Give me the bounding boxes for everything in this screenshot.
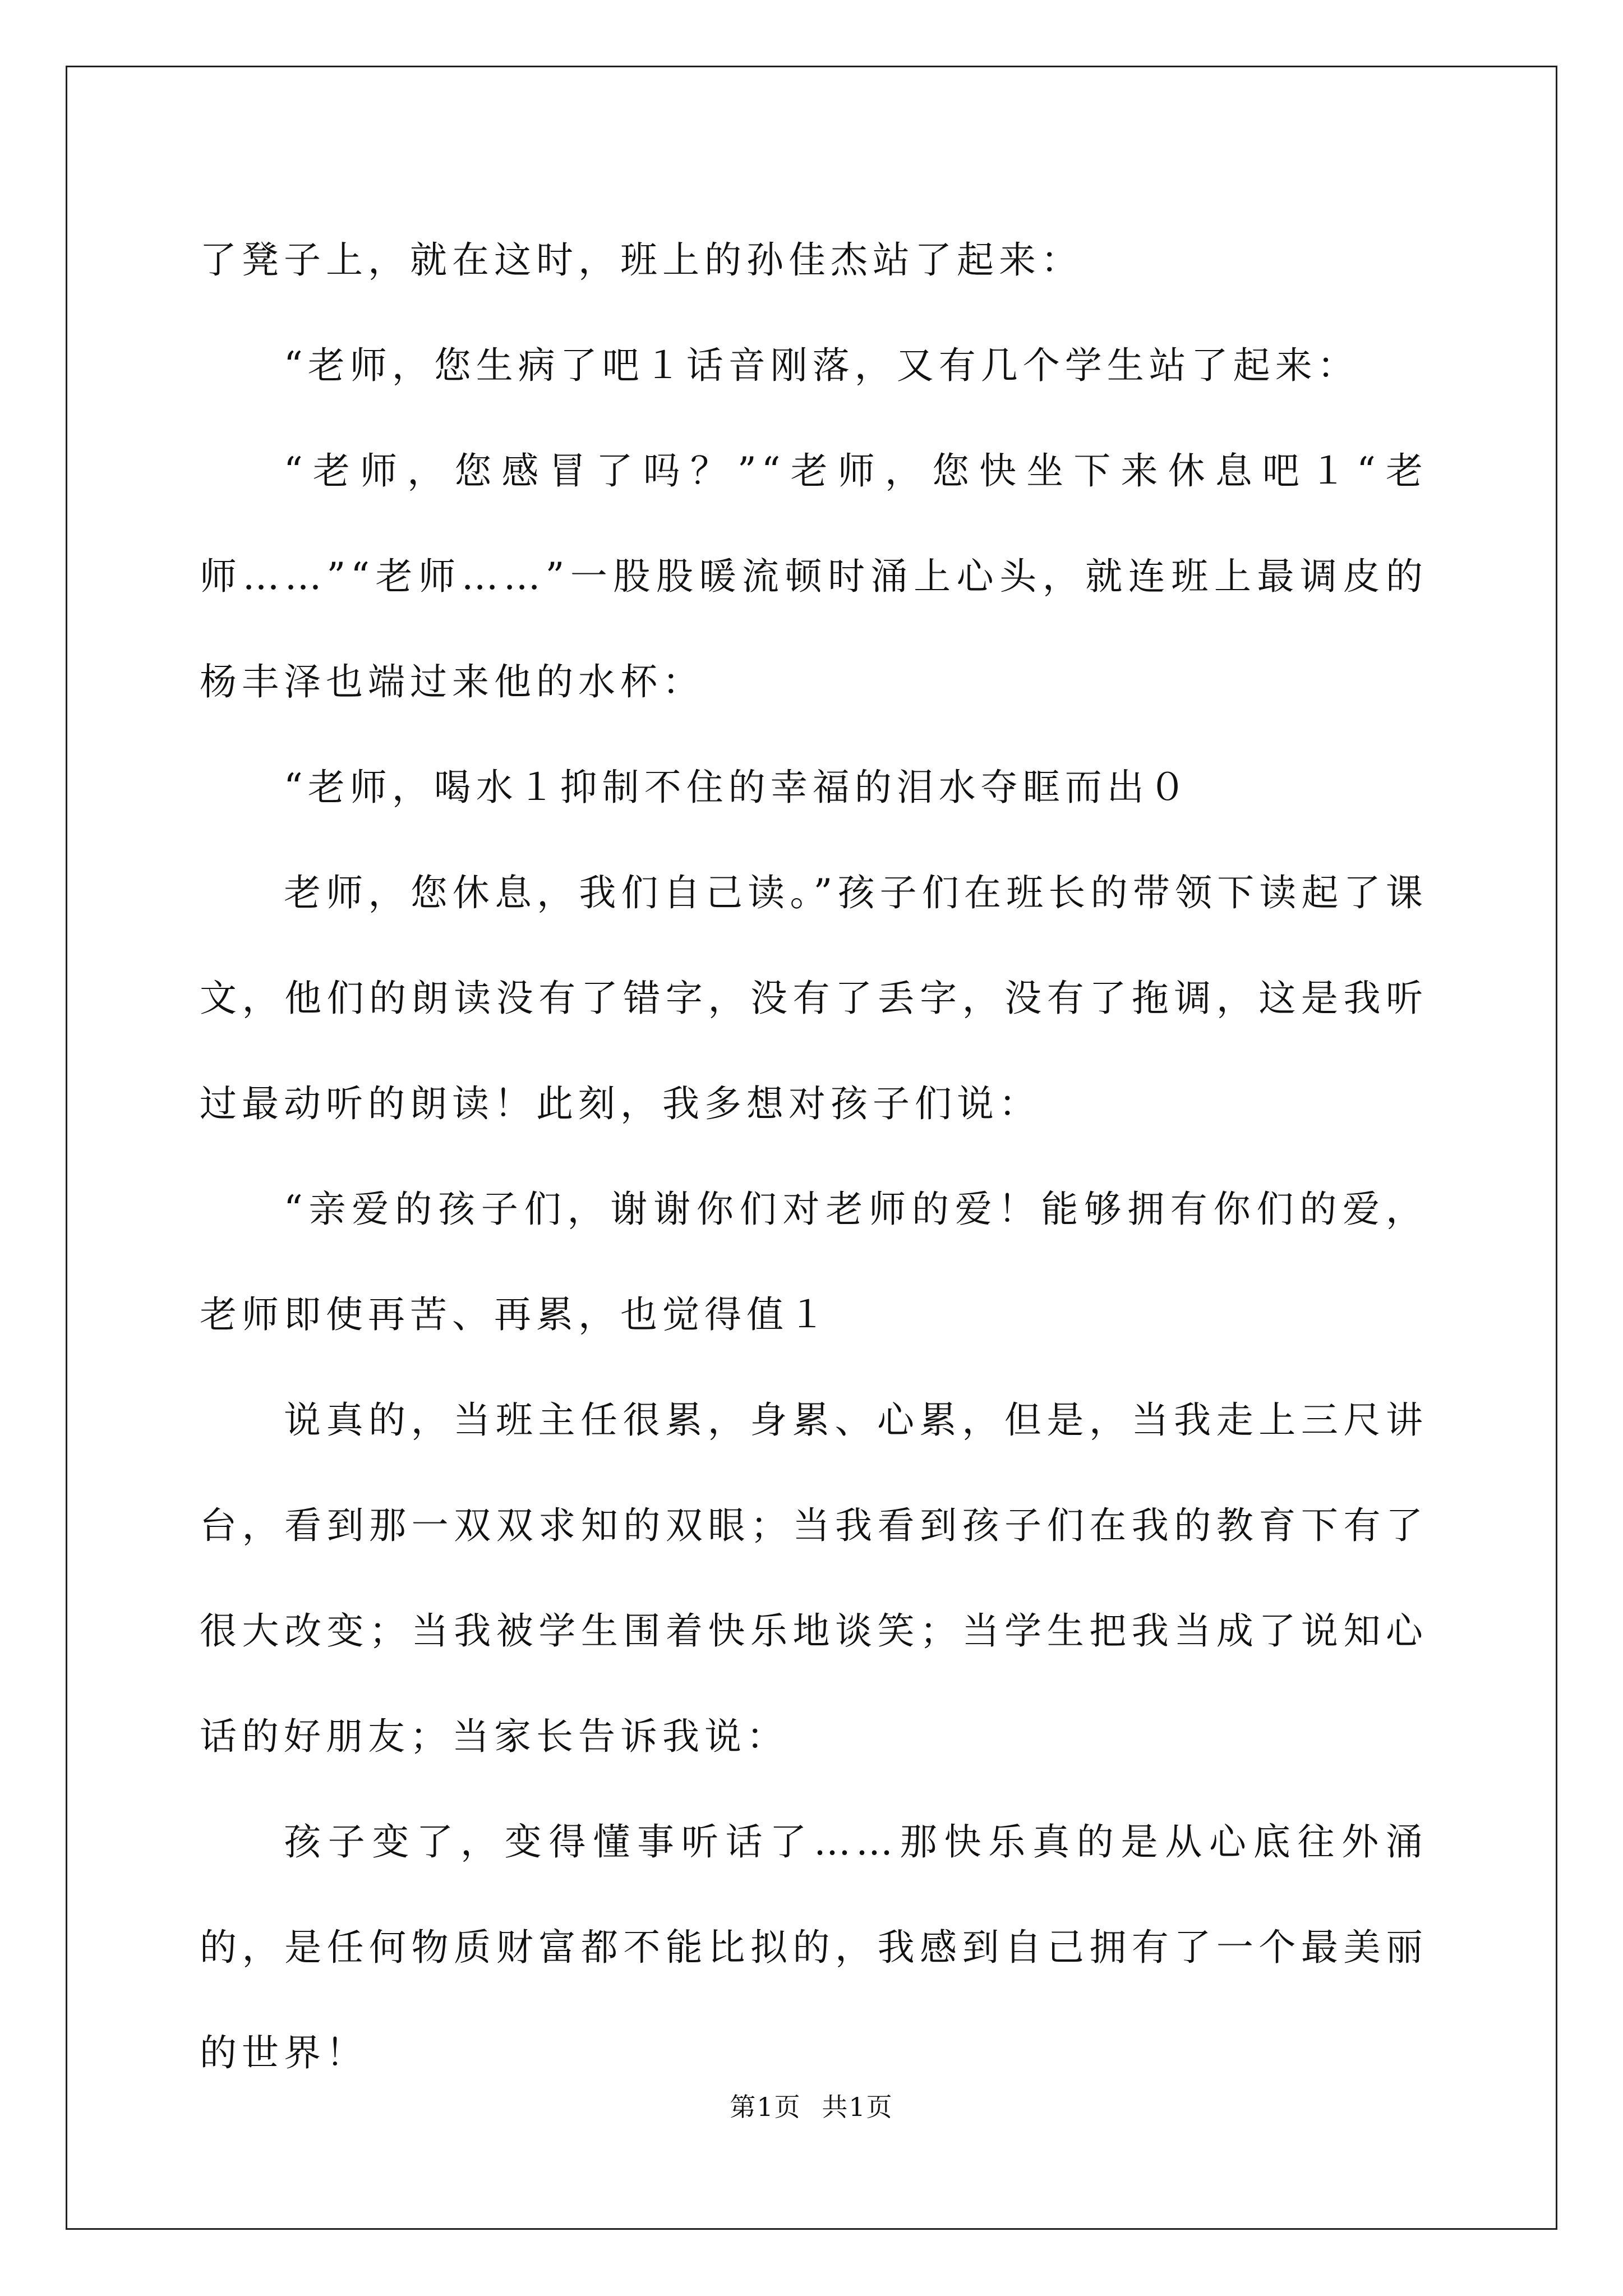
paragraph-4: “老师，喝水１抑制不住的幸福的泪水夺眶而出０ [284, 766, 1191, 809]
paragraph-7: 说真的，当班主任很累，身累、心累，但是，当我走上三尺讲台，看到那一双双求知的双眼；当我看到孩子们在我的教育下有了很大改变；当我被学生围着快乐地谈笑；当学生把我当成了说知心话的好朋友；当家长告诉我说： [200, 1398, 1428, 1758]
paragraph-8: 孩子变了，变得懂事听话了……那快乐真的是从心底往外涌的，是任何物质财富都不能比拟的，我感到自己拥有了一个最美丽的世界！ [200, 1820, 1428, 2074]
page-footer [0, 2087, 1623, 2124]
paragraph-5: 老师，您休息，我们自己读。”孩子们在班长的带领下读起了课文，他们的朗读没有了错字，没有了丢字，没有了拖调，这是我听过最动听的朗读！此刻，我多想对孩子们说： [200, 871, 1428, 1125]
paragraph-2: “老师，您生病了吧１话音刚落，又有几个学生站了起来： [284, 344, 1359, 387]
page-total: 共1页 [822, 2092, 893, 2122]
paragraph-3: “老师，您感冒了吗？”“老师，您快坐下来休息吧１“老师……”“老师……”一股股暖流顿时涌上心头，就连班上最调皮的杨丰泽也端过来他的水杯： [200, 449, 1428, 703]
paragraph-1: 了凳子上，就在这时，班上的孙佳杰站了起来： [200, 238, 1083, 282]
page-number: 第1页 [730, 2092, 801, 2122]
paragraph-6: “亲爱的孩子们，谢谢你们对老师的爱！能够拥有你们的爱，老师即使再苦、再累，也觉得值１ [200, 1188, 1428, 1336]
document-body [200, 208, 1428, 2106]
